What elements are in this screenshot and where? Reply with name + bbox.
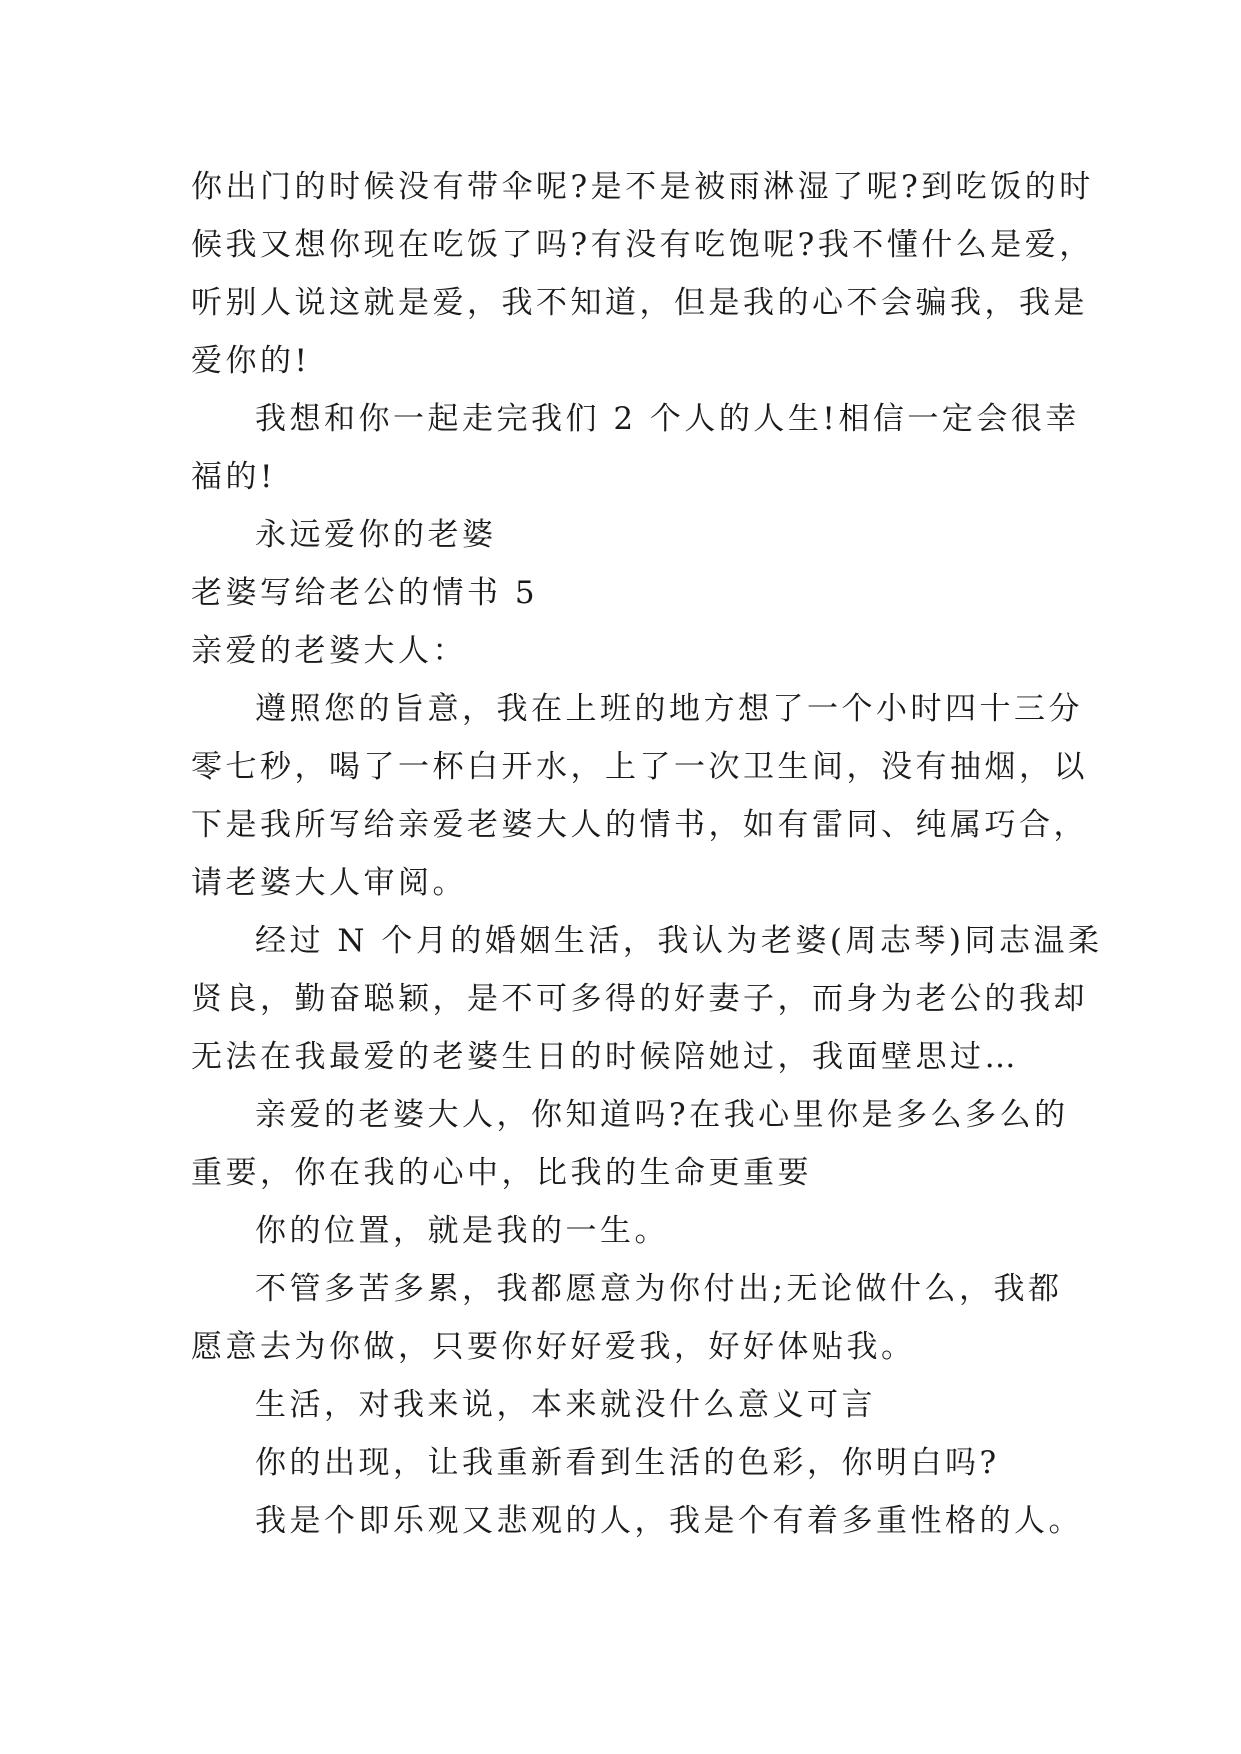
text-line: 零七秒，喝了一杯白开水，上了一次卫生间，没有抽烟，以 — [191, 749, 1088, 785]
text-line: 经过 N 个月的婚姻生活，我认为老婆(周志琴)同志温柔 — [255, 923, 1103, 959]
text-line: 生活，对我来说，本来就没什么意义可言 — [255, 1387, 876, 1423]
document-body — [191, 158, 1103, 1550]
text-line: 亲爱的老婆大人，你知道吗?在我心里你是多么多么的 — [255, 1097, 1069, 1133]
text-line: 我想和你一起走完我们 2 个人的人生!相信一定会很幸 — [255, 401, 1080, 437]
salutation: 亲爱的老婆大人： — [191, 633, 467, 669]
signature-line: 永远爱你的老婆 — [255, 517, 497, 553]
text-line: 爱你的! — [191, 343, 311, 379]
text-line: 无法在我最爱的老婆生日的时候陪她过，我面壁思过… — [191, 1039, 1019, 1075]
text-line: 下是我所写给亲爱老婆大人的情书，如有雷同、纯属巧合， — [191, 807, 1088, 843]
text-line: 重要，你在我的心中，比我的生命更重要 — [191, 1155, 812, 1191]
text-line: 请老婆大人审阅。 — [191, 865, 467, 901]
text-line: 听别人说这就是爱，我不知道，但是我的心不会骗我，我是 — [191, 285, 1088, 321]
text-line: 福的! — [191, 459, 276, 495]
text-line: 我是个即乐观又悲观的人，我是个有着多重性格的人。 — [255, 1503, 1083, 1539]
text-line: 愿意去为你做，只要你好好爱我，好好体贴我。 — [191, 1329, 916, 1365]
text-line: 你的出现，让我重新看到生活的色彩，你明白吗? — [255, 1445, 1000, 1481]
text-line: 遵照您的旨意，我在上班的地方想了一个小时四十三分 — [255, 691, 1083, 727]
text-line: 你的位置，就是我的一生。 — [255, 1213, 669, 1249]
section-title: 老婆写给老公的情书 5 — [191, 575, 539, 611]
text-line: 不管多苦多累，我都愿意为你付出;无论做什么，我都 — [255, 1271, 1063, 1307]
text-line: 候我又想你现在吃饭了吗?有没有吃饱呢?我不懂什么是爱， — [191, 227, 1094, 263]
text-line: 你出门的时候没有带伞呢?是不是被雨淋湿了呢?到吃饭的时 — [191, 169, 1094, 205]
text-line: 贤良，勤奋聪颖，是不可多得的好妻子，而身为老公的我却 — [191, 981, 1088, 1017]
